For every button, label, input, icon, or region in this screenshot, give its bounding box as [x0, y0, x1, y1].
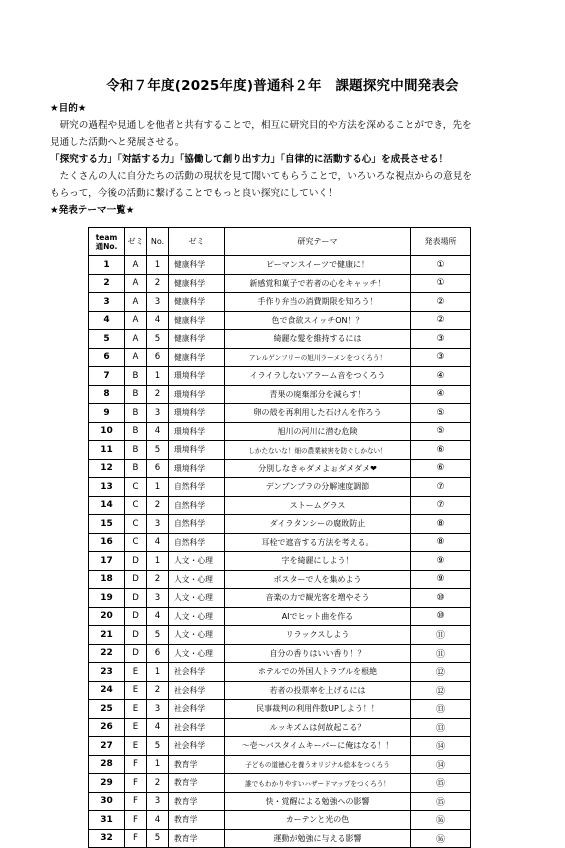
place-cell: ① [411, 256, 471, 275]
table-row [89, 737, 471, 756]
zemi-no-cell: 3 [147, 589, 169, 608]
team-number-cell: 27 [89, 737, 125, 756]
theme-cell: ホテルでの外国人トラブルを根絶 [225, 663, 411, 682]
zemi-letter-cell: D [125, 607, 147, 626]
place-cell: ④ [411, 367, 471, 386]
zemi-name-cell: 自然科学 [169, 478, 225, 497]
theme-table [88, 227, 471, 848]
team-number-cell: 16 [89, 533, 125, 552]
place-cell: ⑤ [411, 422, 471, 441]
table-row [89, 367, 471, 386]
zemi-letter-cell: F [125, 774, 147, 793]
zemi-name-cell: 環境科学 [169, 422, 225, 441]
zemi-name-cell: 社会科学 [169, 737, 225, 756]
zemi-letter-cell: F [125, 792, 147, 811]
team-number-cell: 3 [89, 293, 125, 312]
theme-cell: AIでヒット曲を作る [225, 607, 411, 626]
purpose-line: 見通した活動へと発展させる。 [50, 137, 185, 148]
team-number-cell: 32 [89, 829, 125, 848]
table-row [89, 348, 471, 367]
team-number-cell: 20 [89, 607, 125, 626]
zemi-name-cell: 環境科学 [169, 459, 225, 478]
place-cell: ⑦ [411, 478, 471, 497]
zemi-name-cell: 人文・心理 [169, 552, 225, 571]
zemi-name-cell: 社会科学 [169, 681, 225, 700]
theme-cell: 色で食欲スイッチON！？ [225, 311, 411, 330]
zemi-no-cell: 4 [147, 422, 169, 441]
table-row [89, 478, 471, 497]
zemi-no-cell: 3 [147, 404, 169, 423]
place-cell: ⑫ [411, 681, 471, 700]
zemi-letter-cell: C [125, 533, 147, 552]
zemi-name-cell: 人文・心理 [169, 626, 225, 645]
team-number-cell: 1 [89, 256, 125, 275]
theme-cell: ポスターで人を集めよう [225, 570, 411, 589]
table-row [89, 681, 471, 700]
zemi-letter-cell: A [125, 348, 147, 367]
team-number-cell: 10 [89, 422, 125, 441]
team-number-cell: 31 [89, 811, 125, 830]
zemi-letter-cell: B [125, 422, 147, 441]
place-cell: ⑪ [411, 644, 471, 663]
zemi-name-cell: 健康科学 [169, 274, 225, 293]
purpose-line: 研究の過程や見通しを他者と共有することで，相互に研究目的や方法を深めることができ，先を [50, 120, 472, 131]
team-number-cell: 11 [89, 441, 125, 460]
theme-cell: 旭川の河川に潜む危険 [225, 422, 411, 441]
theme-cell: 若者の投票率を上げるには [225, 681, 411, 700]
table-row [89, 663, 471, 682]
place-cell: ② [411, 311, 471, 330]
purpose-line: たくさんの人に自分たちの活動の現状を見て聞いてもらうことで，いろいろな視点からの意見を [50, 171, 472, 182]
zemi-no-cell: 1 [147, 367, 169, 386]
theme-cell: 分別しなきゃダメよぉダメダメ❤ [225, 459, 411, 478]
place-cell: ⑮ [411, 774, 471, 793]
zemi-no-cell: 5 [147, 829, 169, 848]
team-number-cell: 26 [89, 718, 125, 737]
zemi-letter-cell: B [125, 385, 147, 404]
table-header-row [89, 228, 471, 256]
zemi-name-cell: 教育学 [169, 792, 225, 811]
header-theme: 研究テーマ [225, 228, 411, 256]
zemi-name-cell: 自然科学 [169, 496, 225, 515]
team-number-cell: 29 [89, 774, 125, 793]
table-row [89, 626, 471, 645]
team-number-cell: 24 [89, 681, 125, 700]
place-cell: ⑧ [411, 533, 471, 552]
zemi-no-cell: 3 [147, 515, 169, 534]
zemi-name-cell: 教育学 [169, 755, 225, 774]
zemi-no-cell: 3 [147, 700, 169, 719]
purpose-section [50, 100, 540, 219]
place-cell: ⑩ [411, 607, 471, 626]
table-row [89, 441, 471, 460]
place-cell: ⑯ [411, 829, 471, 848]
team-number-cell: 23 [89, 663, 125, 682]
zemi-letter-cell: C [125, 478, 147, 497]
zemi-letter-cell: E [125, 663, 147, 682]
zemi-no-cell: 6 [147, 644, 169, 663]
place-cell: ⑥ [411, 459, 471, 478]
place-cell: ① [411, 274, 471, 293]
table-row [89, 755, 471, 774]
table-row [89, 644, 471, 663]
team-number-cell: 8 [89, 385, 125, 404]
place-cell: ⑨ [411, 570, 471, 589]
theme-cell: ダイラタンシーの腐敗防止 [225, 515, 411, 534]
team-number-cell: 4 [89, 311, 125, 330]
zemi-no-cell: 1 [147, 256, 169, 275]
zemi-name-cell: 環境科学 [169, 404, 225, 423]
theme-cell: ストームグラス [225, 496, 411, 515]
table-row [89, 829, 471, 848]
zemi-name-cell: 教育学 [169, 811, 225, 830]
zemi-letter-cell: A [125, 330, 147, 349]
place-cell: ⑭ [411, 737, 471, 756]
team-number-cell: 30 [89, 792, 125, 811]
place-cell: ⑧ [411, 515, 471, 534]
zemi-name-cell: 教育学 [169, 829, 225, 848]
theme-cell: ピーマンスイーツで健康に！ [225, 256, 411, 275]
zemi-letter-cell: E [125, 718, 147, 737]
theme-cell: 運動が勉強に与える影響 [225, 829, 411, 848]
header-zemi-letter: ゼミ [125, 228, 147, 256]
zemi-name-cell: 人文・心理 [169, 570, 225, 589]
zemi-name-cell: 健康科学 [169, 293, 225, 312]
theme-cell: 快・覚醒による勉強への影響 [225, 792, 411, 811]
zemi-name-cell: 健康科学 [169, 348, 225, 367]
theme-cell: 子どもの道徳心を養うオリジナル絵本をつくろう [225, 755, 411, 774]
purpose-line: 「探究する力」「対話する力」「協働して創り出す力」「自律的に活動する心」を成長させる！ [50, 154, 449, 165]
header-place: 発表場所 [411, 228, 471, 256]
zemi-letter-cell: F [125, 811, 147, 830]
zemi-name-cell: 自然科学 [169, 515, 225, 534]
zemi-letter-cell: B [125, 404, 147, 423]
table-row [89, 515, 471, 534]
theme-cell: 青果の廃棄部分を減らす！ [225, 385, 411, 404]
zemi-name-cell: 教育学 [169, 774, 225, 793]
zemi-name-cell: 健康科学 [169, 256, 225, 275]
theme-cell: 誰でもわかりやすいハザードマップをつくろう！ [225, 774, 411, 793]
theme-cell: カーテンと光の色 [225, 811, 411, 830]
zemi-letter-cell: E [125, 681, 147, 700]
zemi-name-cell: 自然科学 [169, 533, 225, 552]
purpose-line: もらって，今後の活動に繋げることでもっと良い探究にしていく！ [50, 188, 338, 199]
zemi-name-cell: 健康科学 [169, 311, 225, 330]
place-cell: ⑨ [411, 552, 471, 571]
place-cell: ⑦ [411, 496, 471, 515]
header-team-line2: 通No. [95, 241, 118, 251]
zemi-no-cell: 1 [147, 663, 169, 682]
place-cell: ⑭ [411, 755, 471, 774]
zemi-no-cell: 2 [147, 570, 169, 589]
header-no: No. [147, 228, 169, 256]
table-row [89, 256, 471, 275]
header-team-no [89, 228, 125, 256]
table-row [89, 811, 471, 830]
zemi-letter-cell: A [125, 311, 147, 330]
theme-cell: 手作り弁当の消費期限を知ろう！ [225, 293, 411, 312]
zemi-no-cell: 3 [147, 792, 169, 811]
theme-cell: 新感覚和菓子で若者の心をキャッチ！ [225, 274, 411, 293]
place-cell: ⑫ [411, 663, 471, 682]
zemi-letter-cell: E [125, 737, 147, 756]
table-row [89, 792, 471, 811]
zemi-no-cell: 2 [147, 774, 169, 793]
place-cell: ⑤ [411, 404, 471, 423]
theme-cell: アレルゲンフリーの旭川ラーメンをつくろう！ [225, 348, 411, 367]
zemi-no-cell: 4 [147, 718, 169, 737]
team-number-cell: 17 [89, 552, 125, 571]
zemi-letter-cell: A [125, 293, 147, 312]
table-row [89, 700, 471, 719]
theme-cell: リラックスしよう [225, 626, 411, 645]
table-row [89, 293, 471, 312]
zemi-letter-cell: D [125, 570, 147, 589]
table-row [89, 718, 471, 737]
theme-cell: ～壱～バスタイムキーパーに俺はなる！！ [225, 737, 411, 756]
theme-cell: 卵の殻を再利用した石けんを作ろう [225, 404, 411, 423]
place-cell: ⑮ [411, 792, 471, 811]
zemi-name-cell: 健康科学 [169, 330, 225, 349]
zemi-letter-cell: D [125, 644, 147, 663]
theme-cell: 綺麗な髪を維持するには [225, 330, 411, 349]
zemi-name-cell: 環境科学 [169, 385, 225, 404]
header-team-line1: team [95, 232, 118, 242]
zemi-name-cell: 環境科学 [169, 367, 225, 386]
place-cell: ③ [411, 330, 471, 349]
team-number-cell: 5 [89, 330, 125, 349]
zemi-no-cell: 4 [147, 811, 169, 830]
place-cell: ⑩ [411, 589, 471, 608]
zemi-letter-cell: C [125, 515, 147, 534]
table-row [89, 496, 471, 515]
zemi-letter-cell: D [125, 589, 147, 608]
team-number-cell: 9 [89, 404, 125, 423]
team-number-cell: 14 [89, 496, 125, 515]
place-cell: ⑬ [411, 718, 471, 737]
place-cell: ③ [411, 348, 471, 367]
table-row [89, 533, 471, 552]
theme-cell: 自分の香りはいい香り！？ [225, 644, 411, 663]
table-row [89, 274, 471, 293]
team-number-cell: 7 [89, 367, 125, 386]
zemi-no-cell: 1 [147, 552, 169, 571]
zemi-letter-cell: C [125, 496, 147, 515]
theme-cell: しかたないな！畑の農業被害を防ぐしかない！ [225, 441, 411, 460]
zemi-letter-cell: B [125, 367, 147, 386]
zemi-name-cell: 環境科学 [169, 441, 225, 460]
zemi-name-cell: 社会科学 [169, 718, 225, 737]
table-row [89, 422, 471, 441]
zemi-no-cell: 5 [147, 330, 169, 349]
page-title: 令和７年度(2025年度)普通科２年 課題探究中間発表会 [106, 78, 459, 94]
zemi-no-cell: 5 [147, 441, 169, 460]
place-cell: ⑬ [411, 700, 471, 719]
team-number-cell: 6 [89, 348, 125, 367]
theme-cell: イライラしないアラーム音をつくろう [225, 367, 411, 386]
team-number-cell: 15 [89, 515, 125, 534]
table-row [89, 330, 471, 349]
team-number-cell: 12 [89, 459, 125, 478]
zemi-letter-cell: F [125, 755, 147, 774]
place-cell: ⑯ [411, 811, 471, 830]
team-number-cell: 25 [89, 700, 125, 719]
place-cell: ⑥ [411, 441, 471, 460]
zemi-no-cell: 4 [147, 607, 169, 626]
place-cell: ④ [411, 385, 471, 404]
team-number-cell: 2 [89, 274, 125, 293]
zemi-no-cell: 5 [147, 626, 169, 645]
theme-cell: 民事裁判の利用件数UPしよう！！ [225, 700, 411, 719]
zemi-no-cell: 2 [147, 274, 169, 293]
zemi-no-cell: 2 [147, 496, 169, 515]
zemi-no-cell: 6 [147, 459, 169, 478]
table-row [89, 589, 471, 608]
zemi-no-cell: 4 [147, 311, 169, 330]
theme-cell: ルッキズムは何故起こる？ [225, 718, 411, 737]
team-number-cell: 28 [89, 755, 125, 774]
table-row [89, 459, 471, 478]
zemi-letter-cell: B [125, 459, 147, 478]
table-row [89, 570, 471, 589]
place-cell: ⑪ [411, 626, 471, 645]
table-row [89, 385, 471, 404]
zemi-no-cell: 2 [147, 681, 169, 700]
zemi-letter-cell: B [125, 441, 147, 460]
place-cell: ② [411, 293, 471, 312]
team-number-cell: 22 [89, 644, 125, 663]
zemi-name-cell: 社会科学 [169, 663, 225, 682]
zemi-name-cell: 社会科学 [169, 700, 225, 719]
header-zemi: ゼミ [169, 228, 225, 256]
table-row [89, 607, 471, 626]
zemi-letter-cell: F [125, 829, 147, 848]
team-number-cell: 13 [89, 478, 125, 497]
zemi-no-cell: 1 [147, 478, 169, 497]
list-heading: ★発表テーマ一覧★ [50, 205, 135, 216]
zemi-no-cell: 5 [147, 737, 169, 756]
theme-cell: 耳栓で遮音する方法を考える。 [225, 533, 411, 552]
team-number-cell: 21 [89, 626, 125, 645]
table-row [89, 774, 471, 793]
zemi-letter-cell: E [125, 700, 147, 719]
zemi-letter-cell: D [125, 552, 147, 571]
zemi-no-cell: 3 [147, 293, 169, 312]
team-number-cell: 18 [89, 570, 125, 589]
zemi-letter-cell: A [125, 274, 147, 293]
team-number-cell: 19 [89, 589, 125, 608]
table-row [89, 404, 471, 423]
table-row [89, 311, 471, 330]
purpose-heading: ★目的★ [50, 103, 87, 114]
zemi-no-cell: 4 [147, 533, 169, 552]
theme-cell: 音楽の力で観光客を増やそう [225, 589, 411, 608]
zemi-name-cell: 人文・心理 [169, 589, 225, 608]
zemi-letter-cell: D [125, 626, 147, 645]
zemi-no-cell: 2 [147, 385, 169, 404]
zemi-name-cell: 人文・心理 [169, 607, 225, 626]
theme-cell: 字を綺麗にしよう！ [225, 552, 411, 571]
zemi-no-cell: 1 [147, 755, 169, 774]
zemi-name-cell: 人文・心理 [169, 644, 225, 663]
zemi-letter-cell: A [125, 256, 147, 275]
table-row [89, 552, 471, 571]
zemi-no-cell: 6 [147, 348, 169, 367]
theme-cell: デンプンプラの分解速度調節 [225, 478, 411, 497]
